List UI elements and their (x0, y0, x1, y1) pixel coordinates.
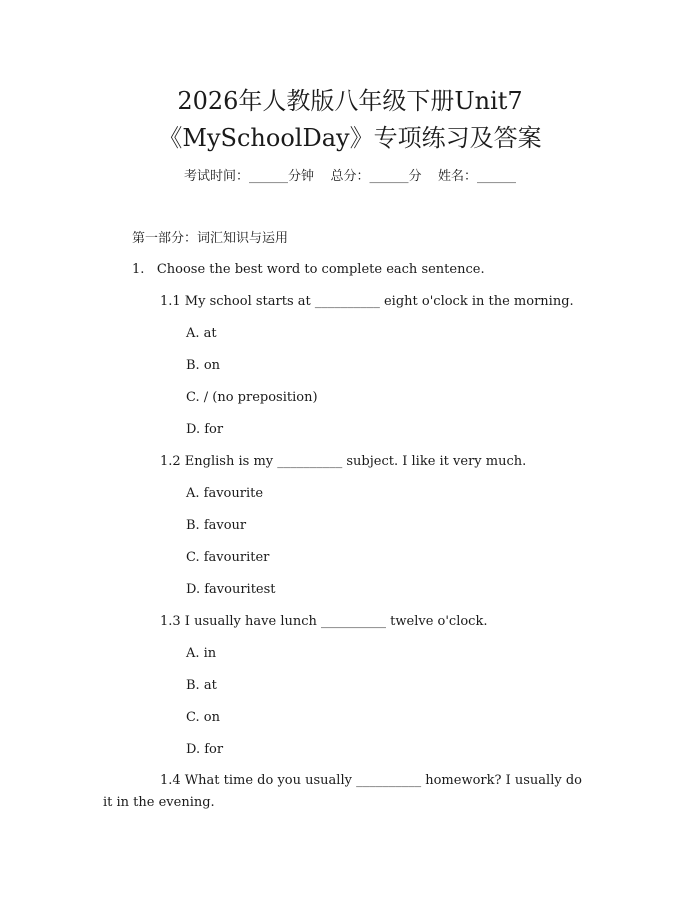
option: A. in (186, 646, 217, 661)
document-title-line1: 2026年人教版八年级下册Unit7 (177, 87, 523, 115)
option: A. favourite (186, 486, 264, 501)
question-stem: 1.1 My school starts at __________ eight o'clock in the morning. (160, 294, 574, 309)
question-instruction: Choose the best word to complete each sentence. (156, 262, 485, 277)
option: A. at (186, 326, 217, 341)
option: D. for (186, 422, 224, 437)
option: B. favour (186, 518, 247, 533)
option: D. favouritest (186, 582, 276, 597)
section-heading: 第一部分：词汇知识与运用 (132, 231, 289, 246)
question-stem: 1.3 I usually have lunch __________ twelve o'clock. (160, 614, 488, 629)
question-1 (132, 261, 485, 279)
option: C. / (no preposition) (186, 390, 318, 405)
question-number: 1. (132, 262, 145, 277)
option: C. favouriter (186, 550, 270, 565)
option: B. at (186, 678, 217, 693)
document-title-line2: 《MySchoolDay》专项练习及答案 (158, 124, 542, 152)
exam-info: 考试时间：______分钟 总分：______分 姓名：______ (183, 169, 517, 184)
question-stem: 1.4 What time do you usually __________ homework? I usually do it in the evening. (103, 773, 582, 810)
option: D. for (186, 742, 224, 757)
question-stem: 1.2 English is my __________ subject. I like it very much. (160, 454, 527, 469)
option: C. on (186, 710, 220, 725)
option: B. on (186, 358, 221, 373)
